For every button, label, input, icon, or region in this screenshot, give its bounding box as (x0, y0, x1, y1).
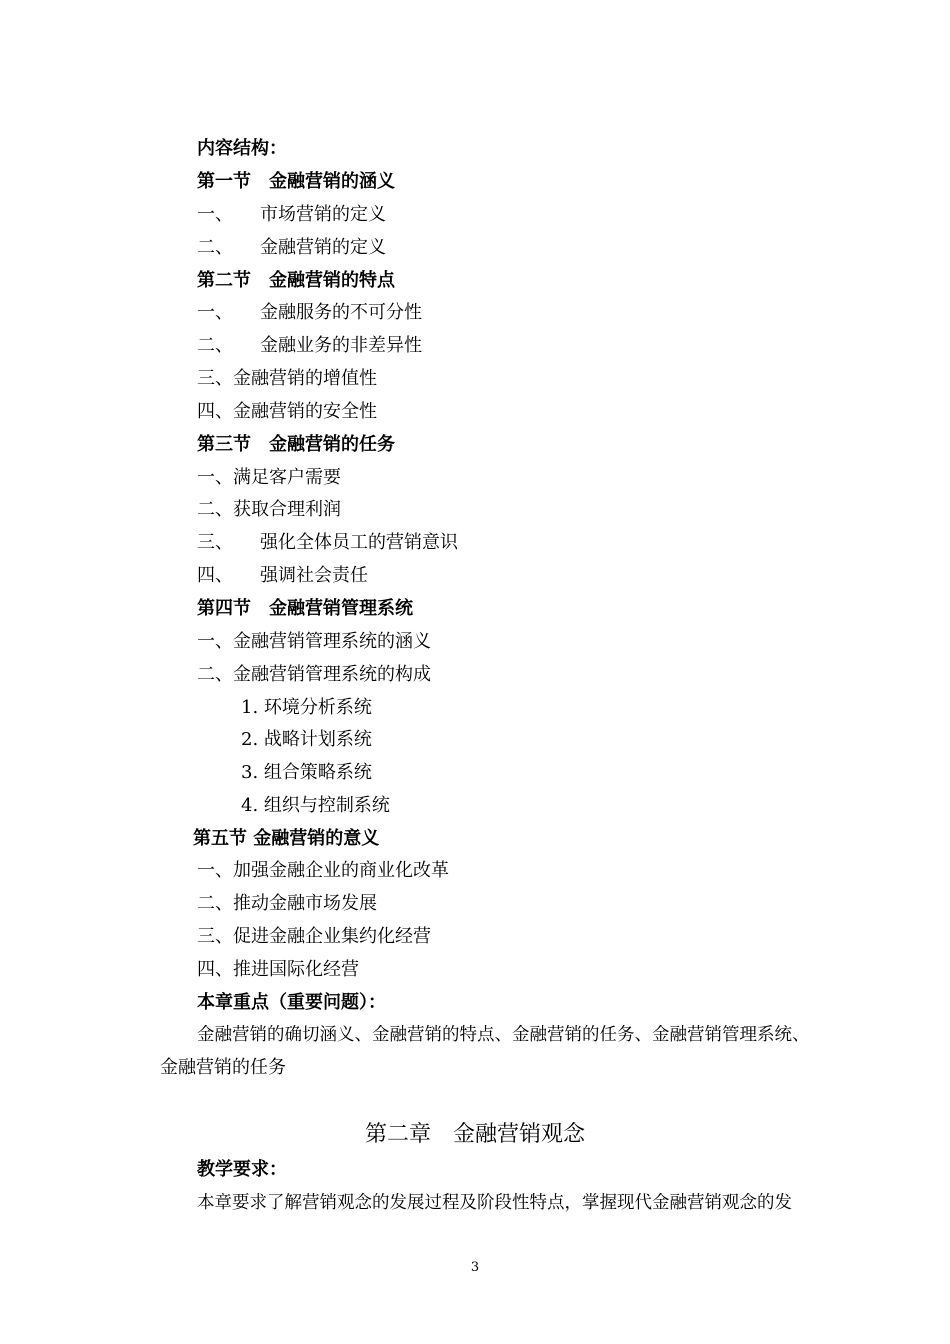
list-item: 一、加强金融企业的商业化改革 (197, 860, 449, 881)
list-item: 一、满足客户需要 (197, 467, 341, 488)
list-item: 四、 强调社会责任 (197, 565, 368, 586)
section-4-title: 第四节 金融营销管理系统 (197, 598, 413, 619)
list-item: 一、 金融服务的不可分性 (197, 302, 422, 323)
list-item: 一、金融营销管理系统的涵义 (197, 631, 431, 652)
sub-list-item: 3. 组合策略系统 (241, 762, 372, 783)
section-5-title: 第五节 金融营销的意义 (193, 828, 380, 849)
section-1-title: 第一节 金融营销的涵义 (197, 171, 395, 192)
sub-list-item: 1. 环境分析系统 (241, 697, 372, 718)
teaching-requirements-heading: 教学要求： (197, 1159, 287, 1180)
list-item: 三、 强化全体员工的营销意识 (197, 532, 458, 553)
key-points-text: 金融营销的确切涵义、金融营销的特点、金融营销的任务、金融营销管理系统、 (197, 1025, 810, 1045)
key-points-text-continued: 金融营销的任务 (160, 1057, 286, 1078)
chapter-title: 第二章 金融营销观念 (364, 1122, 585, 1147)
list-item: 四、金融营销的安全性 (197, 401, 377, 422)
list-item: 三、促进金融企业集约化经营 (197, 926, 431, 947)
list-item: 四、推进国际化经营 (197, 959, 359, 980)
section-2-title: 第二节 金融营销的特点 (197, 270, 395, 291)
sub-list-item: 4. 组织与控制系统 (241, 795, 390, 816)
list-item: 二、 金融营销的定义 (197, 237, 386, 258)
list-item: 二、获取合理利润 (197, 499, 341, 520)
page-number: 3 (470, 1260, 480, 1275)
teaching-requirements-text: 本章要求了解营销观念的发展过程及阶段性特点，掌握现代金融营销观念的发 (197, 1193, 792, 1213)
list-item: 三、金融营销的增值性 (197, 368, 377, 389)
list-item: 二、 金融业务的非差异性 (197, 335, 422, 356)
sub-list-item: 2. 战略计划系统 (241, 729, 372, 750)
key-points-heading: 本章重点（重要问题）： (197, 992, 386, 1013)
list-item: 二、金融营销管理系统的构成 (197, 664, 431, 685)
list-item: 一、 市场营销的定义 (197, 204, 386, 225)
structure-heading: 内容结构： (197, 138, 287, 159)
list-item: 二、推动金融市场发展 (197, 893, 377, 914)
section-3-title: 第三节 金融营销的任务 (197, 434, 395, 455)
